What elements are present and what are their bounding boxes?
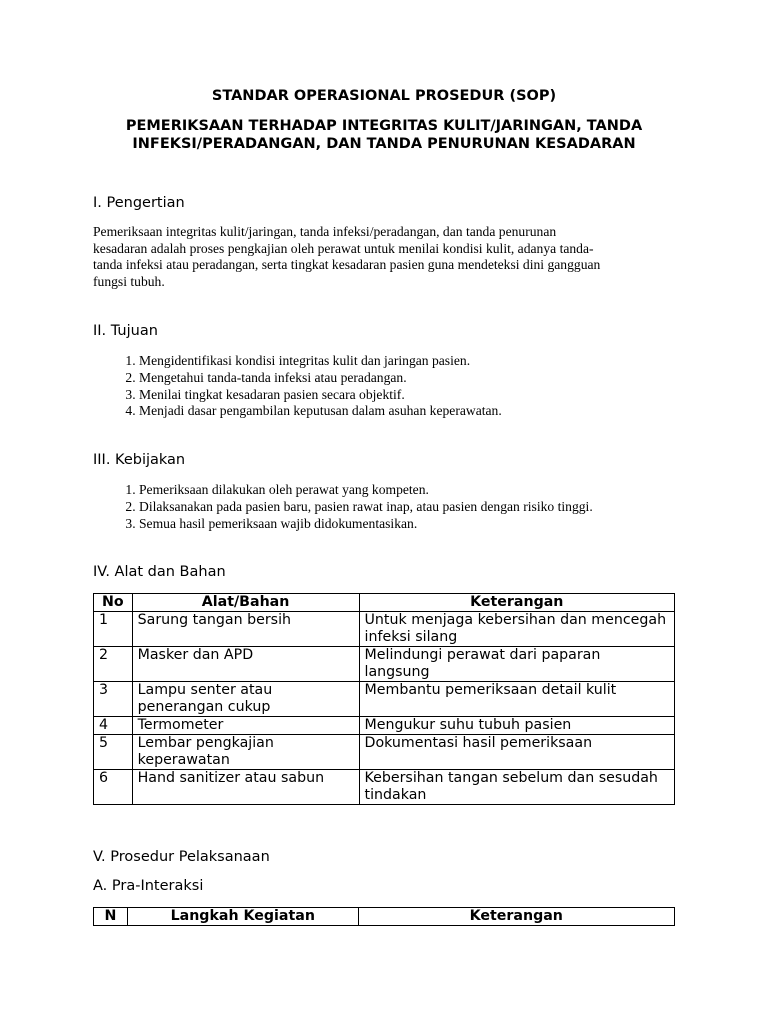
list-item: 2. Dilaksanakan pada pasien baru, pasien rawat inap, atau pasien dengan risiko tinggi.	[139, 499, 593, 516]
subsection-heading-pra-interaksi: A. Pra-Interaksi	[93, 878, 204, 894]
subtitle-line-1: PEMERIKSAAN TERHADAP INTEGRITAS KULIT/JARINGAN, TANDA	[125, 118, 643, 134]
alat-bahan-table	[93, 593, 675, 805]
list-item: 4. Menjadi dasar pengambilan keputusan dalam asuhan keperawatan.	[139, 403, 502, 420]
cell-no: 3	[94, 682, 133, 717]
section-heading-tujuan: II. Tujuan	[93, 323, 158, 339]
document-subtitle	[0, 117, 768, 153]
cell-alat: Lampu senter atau penerangan cukup	[132, 682, 359, 717]
cell-alat: Termometer	[132, 717, 359, 735]
list-item: 3. Semua hasil pemeriksaan wajib didokumentasikan.	[139, 516, 593, 533]
column-header-no: N	[94, 908, 128, 926]
table-row	[94, 612, 675, 647]
pengertian-paragraph	[93, 224, 678, 290]
document-title: STANDAR OPERASIONAL PROSEDUR (SOP)	[211, 88, 557, 104]
section-heading-kebijakan: III. Kebijakan	[93, 452, 186, 468]
section-heading-prosedur: V. Prosedur Pelaksanaan	[93, 849, 270, 865]
cell-alat: Masker dan APD	[132, 647, 359, 682]
table-header-row	[94, 594, 675, 612]
section-heading-alat-bahan: IV. Alat dan Bahan	[93, 564, 226, 580]
subtitle-line-2: INFEKSI/PERADANGAN, DAN TANDA PENURUNAN KESADARAN	[132, 136, 636, 152]
tujuan-list	[93, 353, 502, 420]
column-header-keterangan: Keterangan	[359, 594, 674, 612]
cell-keterangan: Membantu pemeriksaan detail kulit	[359, 682, 674, 717]
column-header-keterangan: Keterangan	[358, 908, 674, 926]
cell-keterangan: Untuk menjaga kebersihan dan mencegah infeksi silang	[359, 612, 674, 647]
cell-no: 2	[94, 647, 133, 682]
paragraph-line: Pemeriksaan integritas kulit/jaringan, tanda infeksi/peradangan, dan tanda penurunan	[93, 224, 557, 239]
cell-keterangan: Melindungi perawat dari paparan langsung	[359, 647, 674, 682]
cell-keterangan: Kebersihan tangan sebelum dan sesudah tindakan	[359, 770, 674, 805]
cell-alat: Lembar pengkajian keperawatan	[132, 735, 359, 770]
cell-alat: Sarung tangan bersih	[132, 612, 359, 647]
cell-no: 5	[94, 735, 133, 770]
cell-alat: Hand sanitizer atau sabun	[132, 770, 359, 805]
cell-keterangan: Dokumentasi hasil pemeriksaan	[359, 735, 674, 770]
section-heading-pengertian: I. Pengertian	[93, 195, 185, 211]
paragraph-line: tanda infeksi atau peradangan, serta tingkat kesadaran pasien guna mendeteksi dini gangguan	[93, 257, 601, 272]
column-header-no: No	[94, 594, 133, 612]
cell-no: 6	[94, 770, 133, 805]
cell-keterangan: Mengukur suhu tubuh pasien	[359, 717, 674, 735]
list-item: 1. Pemeriksaan dilakukan oleh perawat yang kompeten.	[139, 482, 593, 499]
table-row	[94, 682, 675, 717]
table-row	[94, 647, 675, 682]
pra-interaksi-table	[93, 907, 675, 926]
list-item: 2. Mengetahui tanda-tanda infeksi atau peradangan.	[139, 370, 502, 387]
cell-no: 1	[94, 612, 133, 647]
column-header-alat-bahan: Alat/Bahan	[132, 594, 359, 612]
paragraph-line: fungsi tubuh.	[93, 273, 165, 289]
kebijakan-list	[93, 482, 593, 532]
paragraph-line: kesadaran adalah proses pengkajian oleh perawat untuk menilai kondisi kulit, adanya tanda-	[93, 240, 594, 256]
column-header-langkah: Langkah Kegiatan	[127, 908, 358, 926]
cell-no: 4	[94, 717, 133, 735]
table-row	[94, 770, 675, 805]
table-header-row	[94, 908, 675, 926]
table-row	[94, 735, 675, 770]
list-item: 3. Menilai tingkat kesadaran pasien secara objektif.	[139, 387, 502, 404]
list-item: 1. Mengidentifikasi kondisi integritas kulit dan jaringan pasien.	[139, 353, 502, 370]
table-row	[94, 717, 675, 735]
